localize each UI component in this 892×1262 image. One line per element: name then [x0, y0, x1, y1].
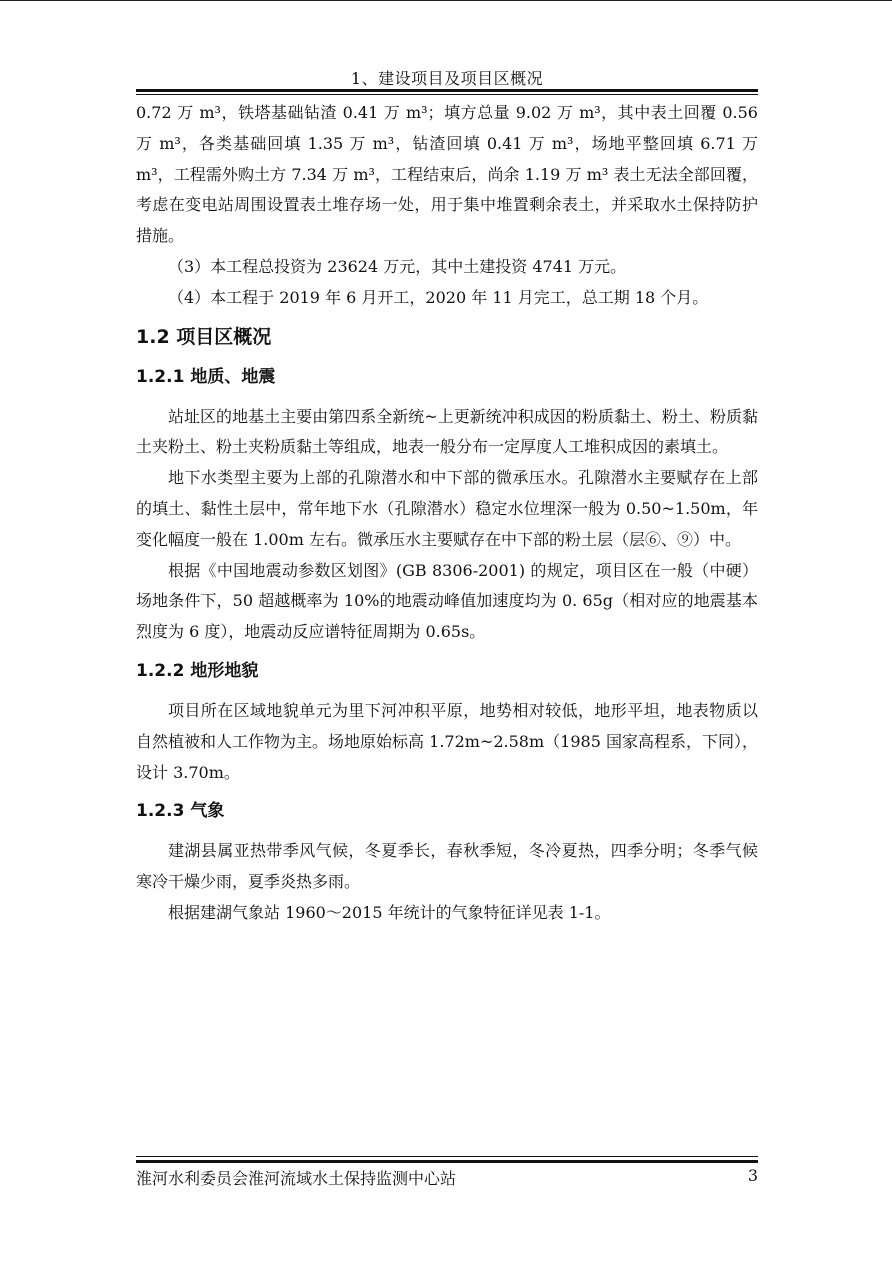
page-top-border — [0, 0, 892, 1]
header-rule-thin — [136, 94, 758, 95]
paragraph-geology: 站址区的地基土主要由第四系全新统~上更新统冲积成因的粉质黏土、粉土、粉质黏土夹粉土、粉土夹粉质黏土等组成，地表一般分布一定厚度人工堆积成因的素填土。 — [136, 406, 758, 457]
paragraph-seismic: 根据《中国地震动参数区划图》(GB 8306-2001) 的规定，项目区在一般（中硬）场地条件下，50 超越概率为 10%的地震动峰值加速度均为 0. 65g（相对应的地震基本烈度为 6 度），地震动反应谱特征周期为 0.65s。 — [136, 560, 758, 642]
paragraph-climate: 建湖县属亚热带季风气候，冬夏季长，春秋季短，冬冷夏热，四季分明；冬季气候寒冷干燥少雨，夏季炎热多雨。 — [136, 841, 758, 892]
page-number: 3 — [747, 1166, 758, 1185]
paragraph-climate-table-ref: 根据建湖气象站 1960～2015 年统计的气象特征详见表 1-1。 — [168, 902, 611, 922]
footer-rule-thick — [136, 1160, 758, 1163]
page-body — [136, 98, 758, 929]
paragraph-investment: （3）本工程总投资为 23624 万元，其中土建投资 4741 万元。 — [168, 256, 627, 276]
header-rule-thick — [136, 89, 758, 92]
paragraph-schedule: （4）本工程于 2019 年 6 月开工，2020 年 11 月完工，总工期 18 个月。 — [168, 287, 709, 307]
section-heading-1-2: 1.2 项目区概况 — [136, 325, 272, 348]
footer-organization: 淮河水利委员会淮河流域水土保持监测中心站 — [136, 1169, 457, 1188]
paragraph-landform: 项目所在区域地貌单元为里下河冲积平原，地势相对较低，地形平坦，地表物质以自然植被和人工作物为主。场地原始标高 1.72m~2.58m（1985 国家高程系，下同），设计 3.70m。 — [136, 700, 758, 782]
footer-rule-thin — [136, 1156, 758, 1157]
section-heading-1-2-2: 1.2.2 地形地貌 — [136, 660, 259, 681]
running-header: 1、建设项目及项目区概况 — [350, 69, 544, 88]
paragraph-earthwork: 0.72 万 m³，铁塔基础钻渣 0.41 万 m³；填方总量 9.02 万 m³，其中表土回覆 0.56 万 m³，各类基础回填 1.35 万 m³，钻渣回填 0.41 万 m³，场地平整回填 6.71 万 m³，工程需外购土方 7.34 万 m³，工程结束后，尚余 1.19 万 m³ 表土无法全部回覆，考虑在变电站周围设置表土堆存场一处，用于集中堆置剩余表土，并采取水土保持防护措施。 — [136, 103, 758, 246]
section-heading-1-2-3: 1.2.3 气象 — [136, 801, 225, 822]
paragraph-groundwater: 地下水类型主要为上部的孔隙潜水和中下部的微承压水。孔隙潜水主要赋存在上部的填土、黏性土层中，常年地下水（孔隙潜水）稳定水位埋深一般为 0.50~1.50m，年变化幅度一般在 1.00m 左右。微承压水主要赋存在中下部的粉土层（层⑥、⑨）中。 — [136, 468, 758, 549]
section-heading-1-2-1: 1.2.1 地质、地震 — [136, 366, 276, 387]
